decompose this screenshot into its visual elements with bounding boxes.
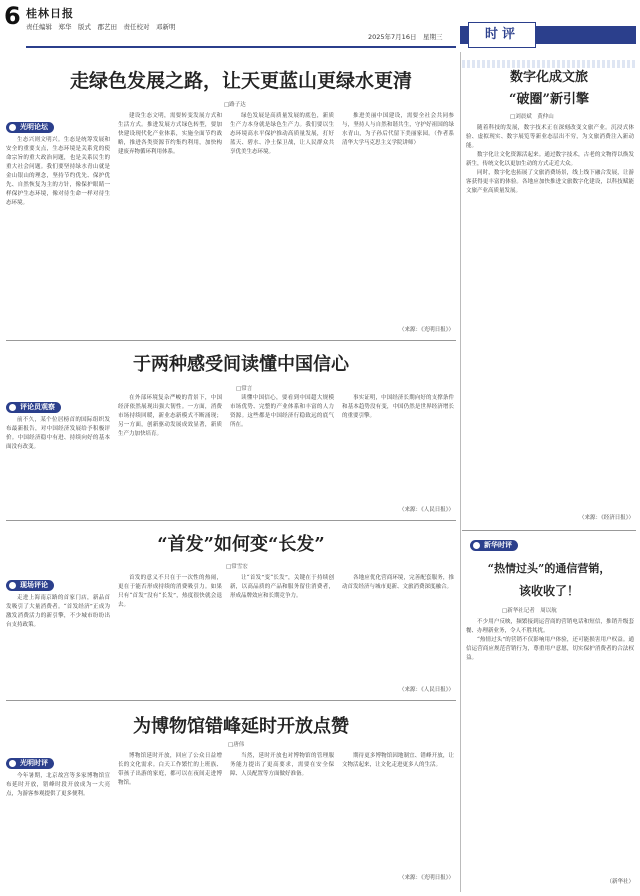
article-title: “破圈”新引擎 [509,92,589,107]
article-column: 首发的意义不只在于一次性的热闹，更在于能否形成持续的消费吸引力。如果只有“首发”没有“长发”，热度很快就会退去。 [118,575,222,608]
article-byline: □常言 [236,386,253,392]
article-column: 当然，延时开放也对博物馆的管理服务能力提出了更高要求，需要在安全保障、人员配置等方面做好准备。 [230,753,334,777]
article-column: 各地应优化营商环境，完善配套服务，推动首发经济与城市更新、文旅消费深度融合。 [342,575,454,590]
article-byline: □刘晨斌 黄仲山 [510,114,554,120]
article-byline: □新华社记者 周以航 [502,608,557,614]
article-source: （来源：《经济日报》） [578,515,634,521]
article-column: 在外部环境复杂严峻的背景下，中国经济依然展现出强大韧性。一方面，消费市场持续回暖，新业态新模式不断涌现；另一方面，创新驱动发展成效显著，新质生产力加快培育。 [118,395,222,437]
article-separator [462,530,636,531]
article-title: 数字化成文旅 [509,70,588,85]
article-column: 走进上海南京路的首家门店，新品首发吸引了大量消费者。“首发经济”正成为激发消费活力的新引擎，不少城市纷纷出台支持政策。 [6,595,110,628]
page-number: 6 [4,2,21,30]
staff-line: 责任编辑 郑华 版式 郡艺田 责任校对 邓新明 [26,23,176,31]
header-rule [26,46,456,48]
article-column: 不少用户反映，频繁接到运营商的营销电话和短信，推销升级套餐、办理新业务，令人不胜其扰。 “热情过头”的营销不仅影响用户体验，还可能损害用户权益。通信运营商应规范营销行为，尊重用户意愿，切实保护消费者的合法权益。 [466,619,634,661]
column-tag: 光明论坛 [6,122,54,133]
article-column: 期待更多博物馆因地制宜、错峰开放，让文物活起来，让文化走进更多人的生活。 [342,753,454,768]
article-column: 随着科技的发展，数字技术正在深刻改变文旅产业。沉浸式体验、虚拟现实、数字展览等新业态层出不穷，为文旅消费注入新动能。 数字化让文化资源活起来。通过数字技术，古老的文物得以焕发新生，传统文化以更加生动的方式走近大众。 同时，数字化也拓展了文旅消费场景，线上线下融合发展，让游客获得更丰富的体验。各地应加快推进文旅数字化建设，以科技赋能文旅产业高质量发展。 [466,125,634,194]
article-byline: □常雪宏 [226,564,248,570]
article-column: 今年暑期，北京故宫等多家博物馆宣布延时开放，错峰时段开放成为一大亮点，为游客参观提供了更多便利。 [6,773,110,797]
article-byline: □路子达 [224,102,246,108]
article-title: “首发”如何变“长发” [157,534,325,555]
article-source: （新华社） [606,879,634,885]
article-source: （来源：《光明日报》） [398,875,454,881]
article-column: 绿色发展是高质量发展的底色，新质生产力本身就是绿色生产力。我们要以生态环境高水平保护推动高质量发展，打好蓝天、碧水、净土保卫战，让人民群众共享优美生态环境。 [230,113,334,155]
article-column: 让“首发”变“长发”，关键在于持续创新，以高品质的产品和服务留住消费者，形成品牌效应和长期竞争力。 [230,575,334,599]
article-title: 走绿色发展之路，让天更蓝山更绿水更清 [69,70,412,92]
article-separator [6,340,456,341]
article-column: 博物馆延时开放，回应了公众日益增长的文化需求。白天工作繁忙的上班族、带孩子出游的家庭，都可以在夜间走进博物馆。 [118,753,222,786]
article-source: （来源：《光明日报》） [398,327,454,333]
article-column: 建设生态文明，需要转变发展方式和生活方式。推进发展方式绿色转型，要加快建设现代化产业体系，实施全面节约战略，推进各类资源节约集约利用，加快构建废弃物循环利用体系。 [118,113,222,155]
article-title: 为博物馆错峰延时开放点赞 [133,716,349,737]
column-tag: 评论员观察 [6,402,61,413]
column-tag: 光明时评 [6,758,54,769]
article-title: 于两种感受间读懂中国信心 [133,354,349,375]
date-line: 2025年7月16日 星期三 [368,33,443,41]
page-header [0,0,640,50]
column-tag: 现场评论 [6,580,54,591]
article-separator [6,700,456,701]
article-title: 该收收了！ [518,584,579,598]
article-column: 读懂中国信心，要看到中国超大规模市场优势、完整的产业体系和丰富的人力资源。这些都是中国经济行稳致远的底气所在。 [230,395,334,428]
article-column: 推进美丽中国建设，需要全社会共同参与，坚持人与自然和谐共生，守护好祖国的绿水青山，为子孙后代留下美丽家园。（作者系清华大学马克思主义学院讲师） [342,113,454,146]
article-source: （来源：《人民日报》） [398,507,454,513]
article-column: 前不久，某个位居榜首的国际组织发布最新报告，对中国经济发展给予积极评价。中国经济稳中有进、持续向好的基本面没有改变。 [6,417,110,450]
column-divider [460,52,461,892]
section-label: 时评 [468,22,536,48]
article-column: 生态兴则文明兴。生态是统筹发展和安全的重要支点，生态环境是关系党的使命宗旨的重大政治问题，也是关系民生的重大社会问题。我们要坚持绿水青山就是金山银山的理念，坚持节约优先、保护优先、自然恢复为主的方针，像保护眼睛一样保护生态环境，像对待生命一样对待生态环境。 [6,137,110,206]
masthead: 桂林日报 [26,7,74,20]
article-byline: □唐伟 [228,742,245,748]
column-tag: 新华时评 [470,540,518,551]
article-column: 事实证明，中国经济长期向好的支撑条件和基本趋势没有变，中国仍然是世界经济增长的重要引擎。 [342,395,454,419]
article-source: （来源：《人民日报》） [398,687,454,693]
article-title: “热情过头”的通信营销， [487,562,611,575]
article-separator [6,520,456,521]
